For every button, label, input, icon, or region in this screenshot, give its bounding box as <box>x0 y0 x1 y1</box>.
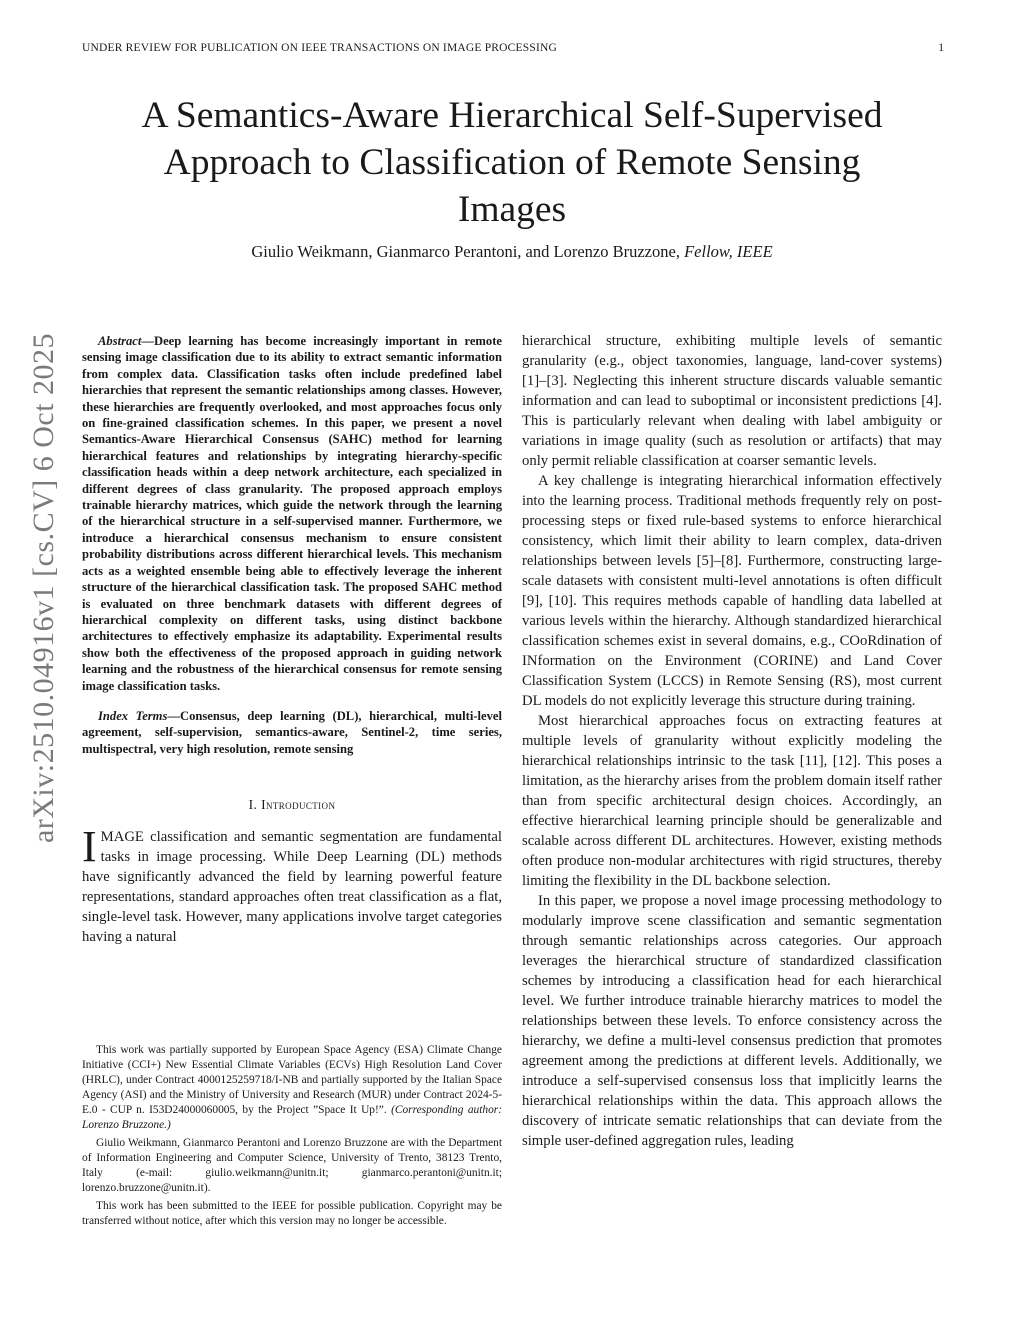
abstract-lead: Abstract <box>98 334 142 348</box>
arxiv-identifier: arXiv:2510.04916v1 [cs.CV] 6 Oct 2025 <box>27 332 60 844</box>
page-number: 1 <box>938 42 944 54</box>
drop-cap: I <box>82 822 97 872</box>
right-paragraph-4: In this paper, we propose a novel image processing methodology to modularly improve scene classification and semantic segmentation through semantic relationships across categories. Our approach leverages the hierarchical structure of standardized classification schemes by introducing a classification head for each hierarchical level. We further introduce trainable hierarchy matrices to model the relationships between these levels. To enforce consistency across the hierarchy, we define a multi-level consensus prediction that promotes agreement among the predictions at different levels. Additionally, we introduce a self-supervised consensus loss that implicitly learns the hierarchical relationships within the data. This approach allows the discovery of intricate sematic relationships that can deviate from the simple user-defined aggregation rules, leading <box>522 893 942 1149</box>
section-heading-introduction: I. Introduction <box>248 797 336 813</box>
intro-first-paragraph <box>82 822 502 947</box>
left-column <box>82 333 502 947</box>
right-paragraph-2: A key challenge is integrating hierarchical information effectively into the learning process. Traditional methods frequently rely on post-processing steps or fixed rule-based systems to enforce hierarchical consistency, which limit their ability to learn complex, data-driven relationships between levels [5]–[8]. Furthermore, constructing large-scale datasets with consistent multi-level annotations is often difficult [9], [10]. This requires methods capable of handling data labelled at various levels within the hierarchy. Although standardized hierarchical classification schemes exist in several domains, e.g., COoRdination of INformation on the Environment (CORINE) and Land Cover Classification System (LCCS) in Remote Sensing (RS), most current DL models do not explicitly leverage this structure during training. <box>522 473 942 709</box>
right-paragraph-1: hierarchical structure, exhibiting multiple levels of semantic granularity (e.g., object taxonomies, language, land-cover systems) [1]–[3]. Neglecting this inherent structure discards valuable semantic information and can lead to suboptimal or inconsistent predictions [4]. This is particularly relevant when dealing with label ambiguity or variations in image quality (such as resolution or artifacts) that may only permit reliable classification at coarser semantic levels. <box>522 333 942 469</box>
right-column <box>522 331 942 1151</box>
author-list <box>80 242 944 262</box>
index-terms-text: —Consensus, deep learning (DL), hierarchical, multi-level agreement, self-supervision, semantics-aware, Sentinel-2, time series, multispectral, very high resolution, remote sensing <box>82 708 502 756</box>
running-head: UNDER REVIEW FOR PUBLICATION ON IEEE TRANSACTIONS ON IMAGE PROCESSING <box>82 42 557 54</box>
index-terms <box>82 708 502 757</box>
abstract-text: —Deep learning has become increasingly important in remote sensing image classification due to its ability to extract semantic information from complex data. Classification tasks often include predefined label hierarchies that represent the semantic relationships among classes. However, these hierarchies are frequently overlooked, and most approaches focus only on fine-grained classification schemes. In this paper, we present a novel Semantics-Aware Hierarchical Consensus (SAHC) method for learning hierarchical features and relationships by integrating hierarchy-specific classification heads within a deep network architecture, each specialized in different degrees of class granularity. The proposed approach employs trainable hierarchy matrices, which guide the network through the learning of the hierarchical structure in a self-supervised manner. Furthermore, we introduce a hierarchical consensus mechanism to ensure consistent probability distributions across different hierarchical levels. This mechanism acts as a weighted ensemble being able to effectively leverage the inherent structure of the hierarchical classification task. The proposed SAHC method is evaluated on three benchmark datasets with different degrees of hierarchical complexity on different tasks, using distinct backbone architectures to effectively emphasize its adaptability. Experimental results show both the effectiveness of the proposed approach in guiding network learning and the robustness of the hierarchical consensus for remote sensing image classification tasks. <box>82 334 502 693</box>
author-fellowship: Fellow, IEEE <box>684 242 773 261</box>
title-line-1: A Semantics-Aware Hierarchical Self-Supervised <box>141 95 883 136</box>
footnote-submission: This work has been submitted to the IEEE for possible publication. Copyright may be transferred without notice, after which this version may no longer be accessible. <box>82 1200 502 1227</box>
right-paragraph-3: Most hierarchical approaches focus on extracting features at multiple levels of granularity without explicitly modeling the hierarchical relationships intrinsic to the task [11], [12]. This poses a limitation, as the hierarchy arises from the problem domain itself rather than from specific architectural design choices. Accordingly, an effective hierarchical learning principle should be generalizable and scalable across different DL architectures. However, existing methods often produce non-modular architectures with rigid structures, thereby limiting the flexibility in the DL backbone selection. <box>522 713 942 889</box>
footnote-funding-text: This work was partially supported by European Space Agency (ESA) Climate Change Initiative (CCI+) New Essential Climate Variables (ECVs) High Resolution Land Cover (HRLC), under Contract 4000125259718/I-NB and partially supported by the Italian Space Agency (ASI) and the Ministry of University and Research (MUR) under Contract 2024-5-E.0 - CUP n. I53D24000060005, by the Project ”Space It Up!”. <box>82 1044 502 1116</box>
title-line-3: Images <box>457 189 567 230</box>
abstract <box>82 333 502 694</box>
paper-title <box>80 92 944 233</box>
footnote-affiliation: Giulio Weikmann, Gianmarco Perantoni and Lorenzo Bruzzone are with the Department of Information Engineering and Computer Science, University of Trento, 38123 Trento, Italy (e-mail: giulio.weikmann@unitn.it; gianmarco.perantoni@unitn.it; lorenzo.bruzzone@unitn.it). <box>82 1137 502 1194</box>
footnote-corresponding-author: (Corresponding author: Lorenzo Bruzzone.) <box>82 1104 503 1131</box>
author-names: Giulio Weikmann, Gianmarco Perantoni, and Lorenzo Bruzzone, <box>251 242 680 261</box>
index-terms-lead: Index Terms <box>98 708 168 723</box>
title-line-2: Approach to Classification of Remote Sensing <box>163 142 861 183</box>
intro-first-paragraph-text: MAGE classification and semantic segmentation are fundamental tasks in image processing. While Deep Learning (DL) methods have significantly advanced the field by learning powerful feature representations, standard approaches often treat classification as a flat, single-level task. However, many applications involve target categories having a natural <box>82 829 502 946</box>
footnotes <box>82 1043 502 1232</box>
footnote-funding <box>82 1043 502 1133</box>
